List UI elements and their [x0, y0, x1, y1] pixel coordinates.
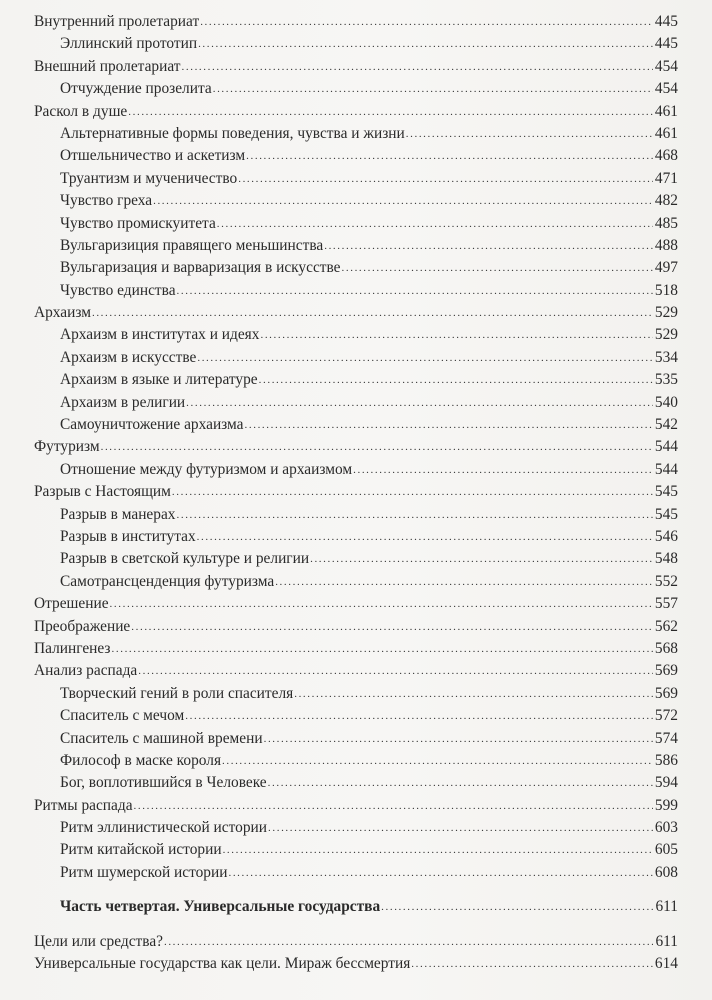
toc-entry-title: Альтернативные формы поведения, чувства и жизни: [60, 124, 405, 142]
toc-entry-page-number: 445: [654, 35, 678, 53]
toc-entry-page-number: 535: [654, 371, 678, 389]
dot-leader: [197, 526, 653, 548]
toc-entry-title: Преображение: [34, 617, 131, 635]
dot-leader: [131, 616, 653, 638]
dot-leader: [264, 728, 653, 750]
toc-entry: [34, 571, 678, 593]
dot-leader: [268, 772, 653, 794]
toc-entry-page-number: 544: [654, 460, 678, 478]
toc-entry: [34, 56, 678, 78]
toc-entry-page-number: 572: [654, 707, 678, 725]
toc-entry: [34, 526, 678, 548]
toc-entry-title: Архаизм: [34, 304, 91, 322]
toc-entry-page-number: 611: [655, 898, 678, 916]
toc-entry-title: Чувство греха: [60, 192, 153, 210]
toc-entry: [34, 347, 678, 369]
toc-entry-title: Разрыв в светской культуре и религии: [60, 550, 310, 568]
toc-entry-title: Ритм шумерской истории: [60, 863, 228, 881]
dot-leader: [177, 504, 653, 526]
toc-entry-title: Архаизм в институтах и идеях: [60, 326, 260, 344]
dot-leader: [294, 683, 653, 705]
toc-entry: [34, 896, 678, 918]
toc-entry: [34, 324, 678, 346]
toc-entry-title: Разрыв в манерах: [60, 505, 176, 523]
toc-entry-title: Ритм эллинистической истории: [60, 819, 268, 837]
toc-entry: [34, 772, 678, 794]
toc-entry-page-number: 529: [654, 326, 678, 344]
toc-entry-title: Разрыв с Настоящим: [34, 483, 171, 501]
toc-entry-page-number: 461: [654, 102, 678, 120]
dot-leader: [172, 481, 653, 503]
toc-entry-title: Философ в маске короля: [60, 751, 222, 769]
toc-entry: [34, 931, 678, 953]
toc-entry-page-number: 454: [654, 57, 678, 75]
toc-entry: [34, 190, 678, 212]
dot-leader: [101, 436, 653, 458]
toc-entry: [34, 459, 678, 481]
toc-entry: [34, 168, 678, 190]
toc-entry-title: Ритмы распада: [34, 796, 133, 814]
toc-entry-page-number: 608: [654, 863, 678, 881]
dot-leader: [185, 705, 653, 727]
toc-entry-page-number: 488: [654, 236, 678, 254]
toc-entry: [34, 213, 678, 235]
toc-entry-title: Творческий гений в роли спасителя: [60, 684, 294, 702]
toc-entry: [34, 750, 678, 772]
toc-entry: [34, 638, 678, 660]
dot-leader: [92, 302, 653, 324]
toc-entry-title: Отрешение: [34, 595, 109, 613]
toc-entry-page-number: 545: [654, 505, 678, 523]
toc-entry-page-number: 534: [654, 348, 678, 366]
dot-leader: [245, 414, 653, 436]
dot-leader: [177, 280, 653, 302]
toc-entry-title: Вульгаризиция правящего меньшинства: [60, 236, 324, 254]
toc-entry: [34, 302, 678, 324]
toc-entry-page-number: 546: [654, 527, 678, 545]
toc-entry-page-number: 497: [654, 259, 678, 277]
toc-entry-page-number: 518: [654, 281, 678, 299]
dot-leader: [246, 145, 653, 167]
toc-entry: [34, 953, 678, 975]
toc-entry-page-number: 482: [654, 192, 678, 210]
dot-leader: [134, 795, 653, 817]
toc-entry-title: Отчуждение прозелита: [60, 80, 212, 98]
dot-leader: [186, 392, 653, 414]
toc-entry-title: Спаситель с мечом: [60, 707, 185, 725]
toc-entry-page-number: 548: [654, 550, 678, 568]
toc-entry-page-number: 574: [654, 729, 678, 747]
dot-leader: [213, 78, 653, 100]
toc-entry-title: Отношение между футуризмом и архаизмом: [60, 460, 353, 478]
toc-entry: [34, 862, 678, 884]
toc-entry: [34, 616, 678, 638]
toc-entry-title: Разрыв в институтах: [60, 527, 196, 545]
toc-entry-page-number: 542: [654, 416, 678, 434]
toc-entry-title: Эллинский прототип: [60, 35, 198, 53]
toc-entry-title: Самоуничтожение архаизма: [60, 416, 244, 434]
toc-entry-title: Анализ распада: [34, 662, 138, 680]
toc-entry: [34, 78, 678, 100]
dot-leader: [128, 101, 653, 123]
toc-entry-title: Ритм китайской истории: [60, 841, 222, 859]
dot-leader: [353, 459, 653, 481]
toc-entry-page-number: 529: [654, 304, 678, 322]
toc-entry-title: Внешний пролетариат: [34, 57, 181, 75]
toc-entry-page-number: 594: [654, 774, 678, 792]
toc-entry-title: Архаизм в религии: [60, 393, 186, 411]
toc-entry-title: Самотрансценденция футуризма: [60, 572, 275, 590]
toc-entry-page-number: 569: [654, 684, 678, 702]
toc-entry: [34, 257, 678, 279]
toc-entry-page-number: 552: [654, 572, 678, 590]
toc-entry: [34, 504, 678, 526]
toc-entry-title: Вульгаризация и варваризация в искусстве: [60, 259, 341, 277]
toc-entry: [34, 101, 678, 123]
toc-entry-page-number: 605: [654, 841, 678, 859]
toc-entry-page-number: 545: [654, 483, 678, 501]
toc-entry-title: Футуризм: [34, 438, 100, 456]
toc-entry-page-number: 454: [654, 80, 678, 98]
dot-leader: [228, 862, 652, 884]
toc-entry-title: Спаситель с машиной времени: [60, 729, 263, 747]
toc-entry-page-number: 603: [654, 819, 678, 837]
toc-entry-page-number: 468: [654, 147, 678, 165]
toc-entry-page-number: 569: [654, 662, 678, 680]
dot-leader: [342, 257, 653, 279]
toc-entry: [34, 414, 678, 436]
dot-leader: [223, 839, 653, 861]
toc-entry: [34, 548, 678, 570]
toc-entry: [34, 392, 678, 414]
toc-entry-page-number: 485: [654, 214, 678, 232]
toc-entry-page-number: 540: [654, 393, 678, 411]
dot-leader: [310, 548, 653, 570]
toc-entry-title: Раскол в душе: [34, 102, 128, 120]
dot-leader: [268, 817, 653, 839]
toc-entry-title: Универсальные государства как цели. Мираж бессмертия: [34, 955, 411, 973]
dot-leader: [112, 638, 653, 660]
toc-entry: [34, 481, 678, 503]
toc-entry-page-number: 461: [654, 124, 678, 142]
toc-entry-page-number: 611: [655, 932, 678, 950]
toc-entry: [34, 839, 678, 861]
toc-entry: [34, 235, 678, 257]
dot-leader: [182, 56, 653, 78]
toc-entry-page-number: 562: [654, 617, 678, 635]
toc-entry: [34, 660, 678, 682]
toc-entry-title: Отшельничество и аскетизм: [60, 147, 246, 165]
toc-entry-page-number: 557: [654, 595, 678, 613]
toc-entry: [34, 705, 678, 727]
toc-entry-page-number: 586: [654, 751, 678, 769]
toc-entry-page-number: 445: [654, 13, 678, 30]
dot-leader: [259, 369, 653, 391]
dot-leader: [406, 123, 653, 145]
table-of-contents: [34, 11, 678, 975]
toc-entry-title: Архаизм в языке и литературе: [60, 371, 258, 389]
dot-leader: [275, 571, 653, 593]
toc-entry: [34, 33, 678, 55]
dot-leader: [138, 660, 653, 682]
toc-entry-title: Палингенез: [34, 639, 111, 657]
toc-entry: [34, 436, 678, 458]
toc-entry-title: Внутренний пролетариат: [34, 13, 200, 30]
toc-entry: [34, 145, 678, 167]
toc-entry-title: Часть четвертая. Универсальные государства: [60, 898, 381, 916]
dot-leader: [200, 11, 653, 33]
toc-entry: [34, 728, 678, 750]
toc-entry-title: Цели или средства?: [34, 932, 163, 950]
dot-leader: [217, 213, 653, 235]
dot-leader: [153, 190, 653, 212]
toc-entry-title: Архаизм в искусстве: [60, 348, 197, 366]
dot-leader: [197, 347, 653, 369]
toc-entry-title: Труантизм и мученичество: [60, 169, 238, 187]
toc-entry: [34, 795, 678, 817]
dot-leader: [198, 33, 653, 55]
toc-entry-title: Чувство единства: [60, 281, 176, 299]
toc-entry-page-number: 599: [654, 796, 678, 814]
toc-entry: [34, 123, 678, 145]
toc-entry: [34, 369, 678, 391]
dot-leader: [222, 750, 653, 772]
toc-entry-page-number: 614: [654, 955, 678, 973]
dot-leader: [260, 324, 652, 346]
toc-entry-page-number: 544: [654, 438, 678, 456]
toc-entry: [34, 11, 678, 33]
dot-leader: [324, 235, 653, 257]
dot-leader: [381, 896, 653, 918]
toc-entry-title: Бог, воплотившийся в Человеке: [60, 774, 267, 792]
toc-entry: [34, 817, 678, 839]
dot-leader: [411, 953, 653, 975]
toc-entry-page-number: 471: [654, 169, 678, 187]
dot-leader: [164, 931, 654, 953]
toc-entry: [34, 593, 678, 615]
dot-leader: [238, 168, 653, 190]
toc-entry: [34, 683, 678, 705]
toc-entry-title: Чувство промискуитета: [60, 214, 216, 232]
dot-leader: [110, 593, 653, 615]
toc-entry-page-number: 568: [654, 639, 678, 657]
toc-entry: [34, 280, 678, 302]
